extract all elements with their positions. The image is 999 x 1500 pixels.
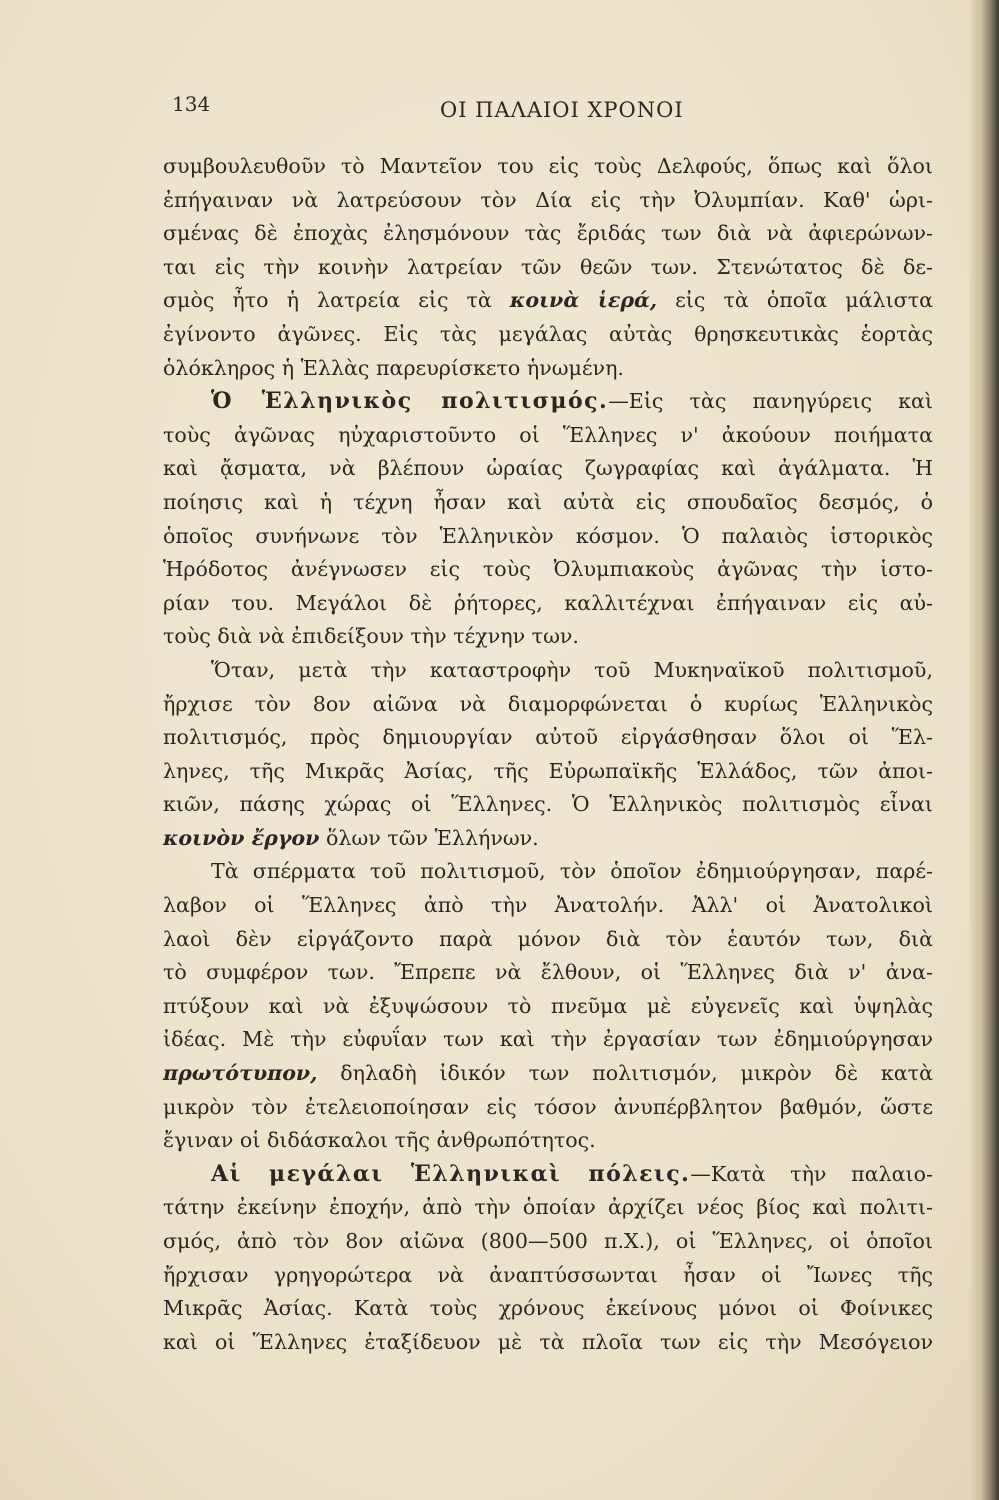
- section-heading: Ὁ Ἑλληνικὸς πολιτισμός.: [211, 388, 609, 415]
- text-line: λαβον οἱ Ἕλληνες ἀπὸ τὴν Ἀνατολήν. Ἀλλ' οἱ Ἀνατολικοὶ: [163, 893, 933, 918]
- text-line: ληνες, τῆς Μικρᾶς Ἀσίας, τῆς Εὐρωπαϊκῆς Ἑλλάδος, τῶν ἀποι-: [163, 758, 933, 783]
- text-line: σμός, ἀπὸ τὸν 8ον αἰῶνα (800—500 π.Χ.), οἱ Ἕλληνες, οἱ ὁποῖοι: [163, 1229, 933, 1253]
- text-line: κιῶν, πάσης χώρας οἱ Ἕλληνες. Ὁ Ἑλληνικὸς πολιτισμὸς εἶναι: [163, 792, 933, 817]
- text-line: Ἡρόδοτος ἀνέγνωσεν εἰς τοὺς Ὀλυμπιακοὺς ἀγῶνας τὴν ἱστο-: [163, 557, 933, 582]
- text-line: καὶ οἱ Ἕλληνες ἐταξίδευον μὲ τὰ πλοῖα των εἰς τὴν Μεσόγειον: [163, 1329, 933, 1354]
- emphasized-term: κοινὸν ἔργον: [163, 825, 320, 850]
- text-line: ἰδέας. Μὲ τὴν εὐφυΐαν των καὶ τὴν ἐργασίαν των ἐδημιούργησαν: [163, 1027, 933, 1052]
- text-line: πτύξουν καὶ νὰ ἐξυψώσουν τὸ πνεῦμα μὲ εὐγενεῖς καὶ ὑψηλὰς: [163, 993, 933, 1018]
- text-line: ποίησις καὶ ἡ τέχνη ἦσαν καὶ αὐτὰ εἰς σπουδαῖος δεσμός, ὁ: [163, 489, 933, 514]
- text-line: ὁποῖος συνήνωνε τὸν Ἑλληνικὸν κόσμον. Ὁ παλαιὸς ἱστορικὸς: [163, 523, 933, 548]
- emphasized-term: κοινὰ ἱερά,: [509, 288, 658, 313]
- text-line: τάτην ἐκείνην ἐποχήν, ἀπὸ τὴν ὁποίαν ἀρχίζει νέος βίος καὶ πολιτι-: [163, 1195, 933, 1220]
- text-line: ἤρχισε τὸν 8ον αἰῶνα νὰ διαμορφώνεται ὁ κυρίως Ἑλληνικὸς: [163, 691, 933, 716]
- text-segment: —Εἰς τὰς πανηγύρεις καὶ: [608, 389, 933, 414]
- text-line: ἐπήγαιναν νὰ λατρεύσουν τὸν Δία εἰς τὴν Ὀλυμπίαν. Καθ' ὡρι-: [163, 187, 933, 212]
- text-line: [163, 822, 933, 856]
- text-line: ἐγίνοντο ἀγῶνες. Εἰς τὰς μεγάλας αὐτὰς θρησκευτικὰς ἑορτὰς: [163, 321, 933, 346]
- text-line: ται εἰς τὴν κοινὴν λατρείαν τῶν θεῶν των. Στενώτατος δὲ δε-: [163, 254, 933, 279]
- text-segment: εἰς τὰ ὁποῖα μάλιστα: [657, 288, 933, 313]
- text-line: Μικρᾶς Ἀσίας. Κατὰ τοὺς χρόνους ἐκείνους μόνοι οἱ Φοίνικες: [163, 1296, 933, 1321]
- text-line: ἔγιναν οἱ διδάσκαλοι τῆς ἀνθρωπότητος.: [163, 1128, 596, 1153]
- body-text: [163, 150, 933, 1359]
- text-line: Τὰ σπέρματα τοῦ πολιτισμοῦ, τὸν ὁποῖον ἐδημιούργησαν, παρέ-: [211, 859, 933, 884]
- text-segment: —Κατὰ τὴν παλαιο-: [690, 1161, 933, 1186]
- text-line: [163, 284, 933, 318]
- page-edge-shadow: [969, 0, 999, 1500]
- text-line: ἤρχισαν γρηγορώτερα νὰ ἀναπτύσσωνται ἦσαν οἱ Ἴωνες τῆς: [163, 1262, 933, 1287]
- text-segment: σμὸς ἦτο ἡ λατρεία εἰς τὰ: [163, 288, 510, 313]
- text-line: ὁλόκληρος ἡ Ἑλλὰς παρευρίσκετο ἡνωμένη.: [163, 355, 624, 380]
- text-line: πολιτισμός, πρὸς δημιουργίαν αὐτοῦ εἰργάσθησαν ὅλοι οἱ Ἕλ-: [163, 725, 933, 750]
- text-line: Ὅταν, μετὰ τὴν καταστροφὴν τοῦ Μυκηναϊκοῦ πολιτισμοῦ,: [211, 657, 933, 682]
- text-line: ρίαν του. Μεγάλοι δὲ ῥήτορες, καλλιτέχναι ἐπήγαιναν εἰς αὐ-: [163, 590, 933, 615]
- text-segment: ὅλων τῶν Ἑλλήνων.: [319, 825, 539, 850]
- text-line: καὶ ᾄσματα, νὰ βλέπουν ὡραίας ζωγραφίας καὶ ἀγάλματα. Ἡ: [163, 456, 933, 481]
- text-line: σμένας δὲ ἐποχὰς ἐλησμόνουν τὰς ἔριδάς των διὰ νὰ ἀφιερώνων-: [163, 221, 933, 246]
- text-line: μικρὸν τὸν ἐτελειοποίησαν εἰς τόσον ἀνυπέρβλητον βαθμόν, ὥστε: [163, 1094, 933, 1119]
- section-heading-line: [163, 385, 933, 419]
- text-line: τοὺς ἀγῶνας ηὐχαριστοῦντο οἱ Ἕλληνες ν' ἀκούουν ποιήματα: [163, 422, 933, 447]
- emphasized-term: πρωτότυπον,: [163, 1061, 318, 1086]
- text-line: συμβουλευθοῦν τὸ Μαντεῖον του εἰς τοὺς Δελφούς, ὅπως καὶ ὅλοι: [163, 154, 933, 178]
- running-title: ΟΙ ΠΑΛΑΙΟΙ ΧΡΟΝΟΙ: [440, 98, 684, 122]
- text-line: λαοὶ δὲν εἰργάζοντο παρὰ μόνον διὰ τὸν ἑαυτόν των, διὰ: [163, 926, 933, 951]
- page-number: 134: [172, 92, 211, 116]
- text-segment: δηλαδὴ ἰδικόν των πολιτισμόν, μικρὸν δὲ κατὰ: [317, 1061, 933, 1086]
- section-heading-line: [163, 1158, 933, 1192]
- text-line: τοὺς διὰ νὰ ἐπιδείξουν τὴν τέχνην των.: [163, 624, 579, 649]
- section-heading: Αἱ μεγάλαι Ἑλληνικαὶ πόλεις.: [211, 1160, 691, 1187]
- text-line: τὸ συμφέρον των. Ἔπρεπε νὰ ἔλθουν, οἱ Ἕλληνες διὰ ν' ἀνα-: [163, 960, 933, 985]
- text-line: [163, 1057, 933, 1091]
